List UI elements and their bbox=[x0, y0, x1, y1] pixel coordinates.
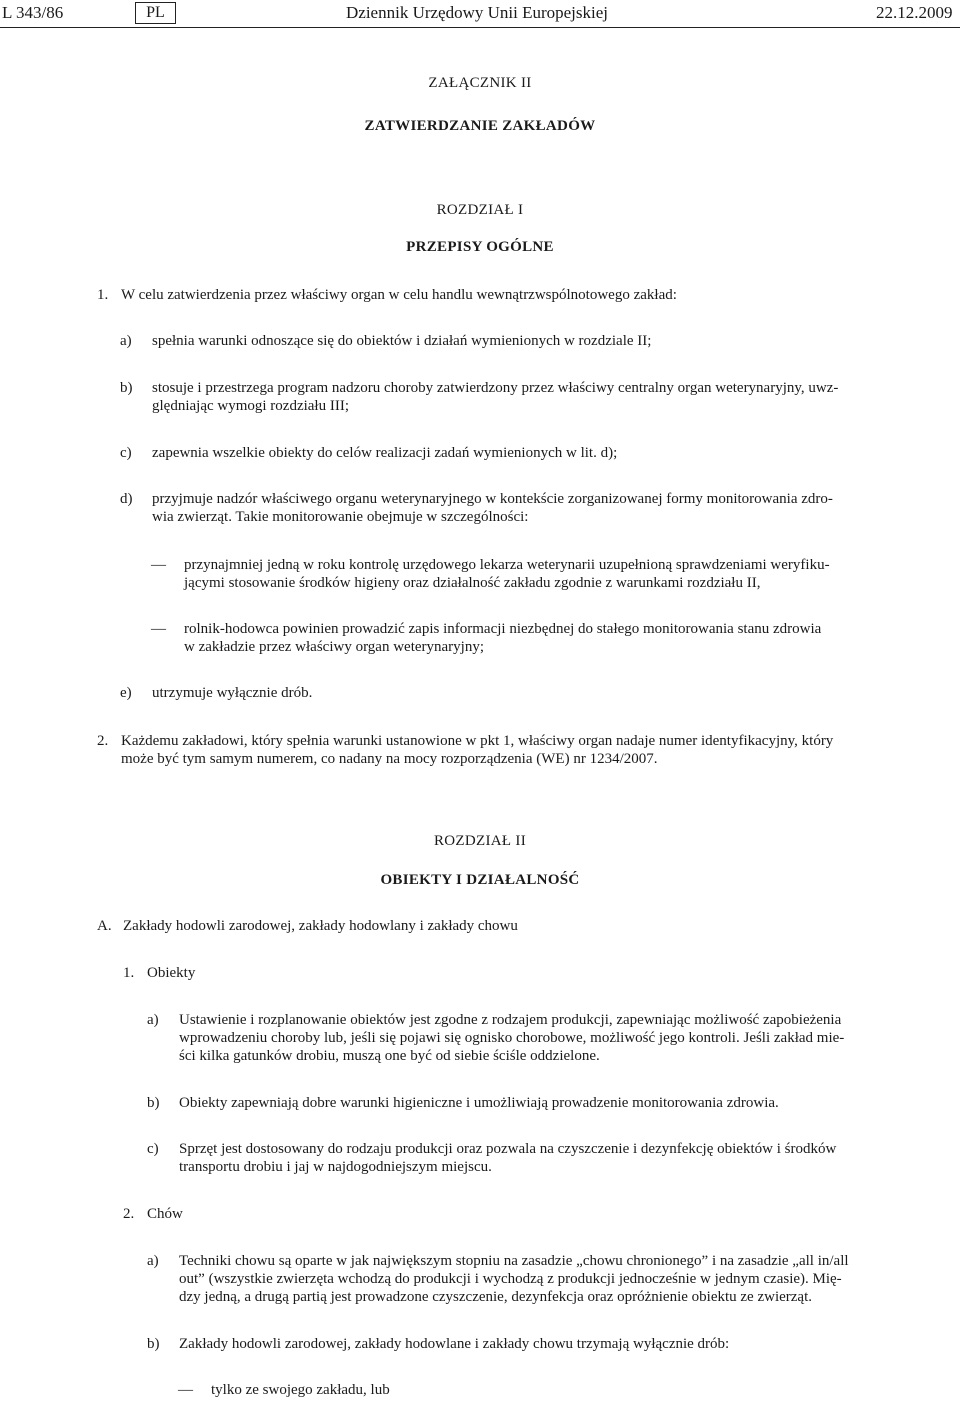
item-d-label: d) bbox=[120, 491, 133, 507]
point-1-text: W celu zatwierdzenia przez właściwy organ w celu handlu wewnątrzwspólnotowego zakład: bbox=[121, 287, 677, 303]
page-reference: L 343/86 bbox=[2, 3, 64, 22]
subsection-2-title: Chów bbox=[147, 1206, 183, 1222]
chow-item-a-line-1: Techniki chowu są oparte w jak największym stopniu na zasadzie „chowu chronionego” i na zasadzie „all in/all bbox=[179, 1253, 849, 1269]
subsection-1-number: 1. bbox=[123, 965, 135, 981]
point-2-number: 2. bbox=[97, 733, 109, 749]
dash-item-2-line-2: w zakładzie przez właściwy organ weterynaryjny; bbox=[184, 639, 485, 655]
chow-item-a-line-3: dzy jedną, a drugą partią jest prowadzone czyszczenie, dezynfekcja oraz opróżnienie obiektu ze zwierząt. bbox=[179, 1289, 813, 1305]
point-2-line-2: może być tym samym numerem, co nadany na mocy rozporządzenia (WE) nr 1234/2007. bbox=[121, 751, 658, 767]
chow-item-b-label: b) bbox=[147, 1336, 160, 1352]
obiekty-item-a-line-3: ści kilka gatunków drobiu, muszą one być od siebie ściśle oddzielone. bbox=[179, 1048, 600, 1064]
dash-item-1-line-2: jącymi stosowanie środków higieny oraz działalność zakładu zgodnie z warunkami rozdziału II, bbox=[184, 575, 761, 591]
chow-item-a-line-2: out” (wszystkie zwierzęta wchodzą do produkcji i wychodzą z produkcji jednocześnie w jednym czasie). Mię- bbox=[179, 1271, 842, 1287]
chapter-2-title: OBIEKTY I DZIAŁALNOŚĆ bbox=[380, 872, 580, 888]
chapter-1-label: ROZDZIAŁ I bbox=[436, 202, 524, 218]
item-d-line-2: wia zwierząt. Takie monitorowanie obejmuje w szczególności: bbox=[152, 509, 529, 525]
obiekty-item-c-label: c) bbox=[147, 1141, 159, 1157]
item-e-label: e) bbox=[120, 685, 132, 701]
dash-marker: — bbox=[151, 557, 166, 573]
item-a-text: spełnia warunki odnoszące się do obiektów i działań wymienionych w rozdziale II; bbox=[152, 333, 652, 349]
item-c-label: c) bbox=[120, 445, 132, 461]
dash-marker: — bbox=[178, 1382, 193, 1398]
item-b-line-2: ględniając wymogi rozdziału III; bbox=[152, 398, 350, 414]
publication-date: 22.12.2009 bbox=[876, 3, 953, 22]
section-a-title: Zakłady hodowli zarodowej, zakłady hodowlany i zakłady chowu bbox=[123, 918, 518, 934]
chow-item-b-text: Zakłady hodowli zarodowej, zakłady hodowlane i zakłady chowu trzymają wyłącznie drób: bbox=[179, 1336, 730, 1352]
chapter-2-label: ROZDZIAŁ II bbox=[433, 833, 527, 849]
journal-title: Dziennik Urzędowy Unii Europejskiej bbox=[346, 3, 609, 22]
obiekty-item-b-text: Obiekty zapewniają dobre warunki higieniczne i umożliwiają prowadzenie monitorowania zdrowia. bbox=[179, 1095, 779, 1111]
section-a-letter: A. bbox=[97, 918, 112, 934]
point-2-line-1: Każdemu zakładowi, który spełnia warunki ustanowione w pkt 1, właściwy organ nadaje numer identyfikacyjny, który bbox=[121, 733, 834, 749]
obiekty-item-a-line-1: Ustawienie i rozplanowanie obiektów jest zgodne z rodzajem produkcji, zapewniając możliwość zapobieżenia bbox=[179, 1012, 842, 1028]
annex-title: ZATWIERDZANIE ZAKŁADÓW bbox=[364, 118, 596, 134]
dash-item-1-line-1: przynajmniej jedną w roku kontrolę urzędowego lekarza weterynarii uzupełnioną sprawdzeniami weryfiku- bbox=[184, 557, 830, 573]
item-d-line-1: przyjmuje nadzór właściwego organu weterynaryjnego w kontekście zorganizowanej formy monitorowania zdro- bbox=[152, 491, 833, 507]
item-b-line-1: stosuje i przestrzega program nadzoru choroby zatwierdzony przez właściwy centralny organ weterynaryjny, uwz- bbox=[152, 380, 839, 396]
chapter-1-title: PRZEPISY OGÓLNE bbox=[406, 239, 554, 255]
item-e-text: utrzymuje wyłącznie drób. bbox=[152, 685, 313, 701]
item-c-text: zapewnia wszelkie obiekty do celów realizacji zadań wymienionych w lit. d); bbox=[152, 445, 618, 461]
dash-item-2-line-1: rolnik-hodowca powinien prowadzić zapis informacji niezbędnej do stałego monitorowania stanu zdrowia bbox=[184, 621, 822, 637]
obiekty-item-c-line-2: transportu drobiu i jaj w najdogodniejszym miejscu. bbox=[179, 1159, 492, 1175]
dash-marker: — bbox=[151, 621, 166, 637]
obiekty-item-a-line-2: wprowadzeniu choroby lub, jeśli się pojawi się ognisko chorobowe, możliwość jego kontroli. Jeśli zakład mie- bbox=[179, 1030, 845, 1046]
language-badge: PL bbox=[135, 2, 176, 24]
annex-label: ZAŁĄCZNIK II bbox=[428, 75, 532, 91]
obiekty-item-a-label: a) bbox=[147, 1012, 159, 1028]
point-1-number: 1. bbox=[97, 287, 109, 303]
subsection-1-title: Obiekty bbox=[147, 965, 196, 981]
item-a-label: a) bbox=[120, 333, 132, 349]
header-divider bbox=[0, 27, 960, 28]
chow-item-a-label: a) bbox=[147, 1253, 159, 1269]
subsection-2-number: 2. bbox=[123, 1206, 135, 1222]
obiekty-item-b-label: b) bbox=[147, 1095, 160, 1111]
item-b-label: b) bbox=[120, 380, 133, 396]
chow-dash-item-1: tylko ze swojego zakładu, lub bbox=[211, 1382, 390, 1398]
obiekty-item-c-line-1: Sprzęt jest dostosowany do rodzaju produkcji oraz pozwala na czyszczenie i dezynfekcję obiektów i środków bbox=[179, 1141, 837, 1157]
